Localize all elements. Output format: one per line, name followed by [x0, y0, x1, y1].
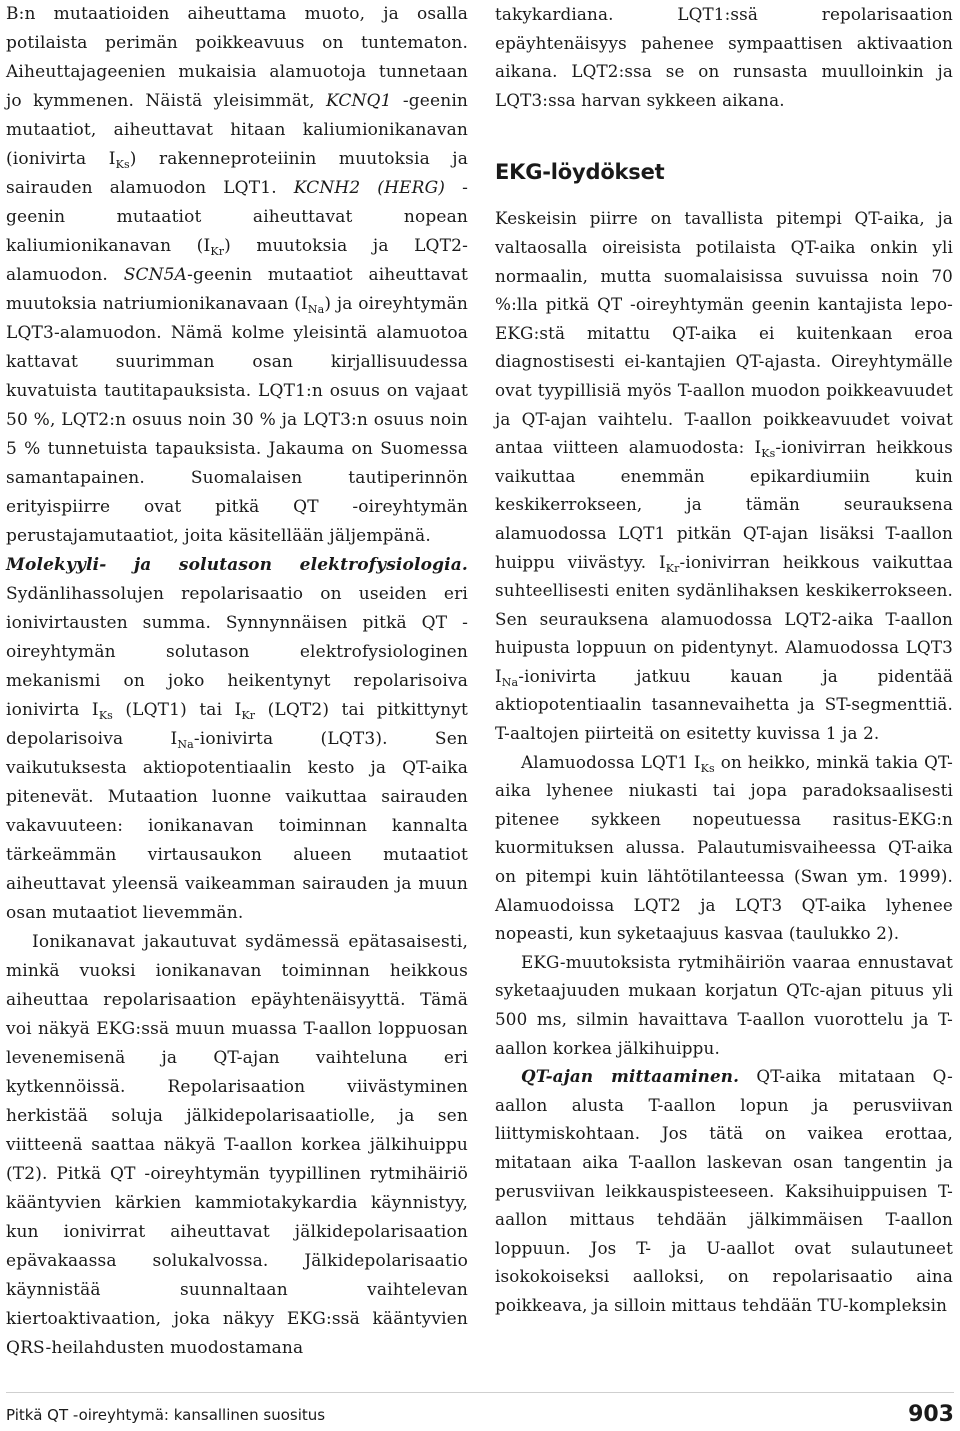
text-segment: -geenin mutaatiot aiheuttavat muutoksia natriumionikanavaan (I	[6, 265, 468, 314]
text-segment: -geenin mutaatiot, aiheuttavat hitaan kaliumionikanavan (ionivirta I	[6, 91, 469, 169]
text-segment: ) muutoksia ja LQT2-alamuodon.	[6, 236, 468, 285]
paragraph-risk: EKG-muutoksista rytmihäiriön vaaraa ennustavat syketaajuuden mukaan korjatun QTc-ajan pituus yli 500 ms, silmin havaittava T-aallon vuorottelu ja T-aallon korkea jälkihuippu.	[495, 951, 953, 1058]
text-segment: Sydänlihassolujen repolarisaatio on useiden eri ionivirtausten summa. Synnynnäisen pitkä QT -oireyhtymän solutason elektrofysiologinen mekanismi on joko heikentynyt repolarisoiva ionivirta I	[6, 584, 468, 720]
subscript-kr: Kr	[241, 709, 256, 722]
subscript-kr: Kr	[210, 245, 225, 258]
subscript-ks: Ks	[115, 158, 130, 171]
paragraph-qt-measurement	[495, 1062, 953, 1319]
text-segment: -ionivirran heikkous vaikuttaa suhteellisesti eniten sydänlihaksen keskikerrokseen. Sen seurauksena alamuodossa LQT2-aika T-aallon huipusta loppuun on pidentynyt. Alamuodossa LQT3 I	[495, 551, 953, 686]
section-heading: EKG-löydökset	[495, 160, 665, 185]
subscript-na: Na	[307, 303, 325, 316]
paragraph-lqt1	[495, 748, 953, 948]
subscript-ks: Ks	[98, 709, 113, 722]
gene-name-kcnq1: KCNQ1	[325, 91, 392, 111]
text-segment: QT-aika mitataan Q-aallon alusta T-aallon lopun ja perusviivan liittymiskohtaan. Jos tätä on vaikea erottaa, mitataan aika T-aallon laskevan osan tangentin ja perusviivan leikkauspisteeseen. Kaksihuippuisen T-aallon mittaus tehdään jälkimmäisen T-aallon loppuun. Jos T- ja U-aallot ovat sulautuneet isokokoiseksi aalloksi, on repolarisaatio aina poikkeava, ja silloin mittaus tehdään TU-kompleksin	[495, 1066, 953, 1315]
gene-name-scn5a: SCN5A	[123, 265, 188, 285]
text-segment: -ionivirta (LQT3). Sen vaikutuksesta aktiopotentiaalin kesto ja QT-aika pitenevät. Mutaation luonne vaikuttaa sairauden vakavuuteen: ionikanavan toiminnan kannalta tärkeämmän virtausaukon alueen mutaatiot aiheuttavat yleensä vaikeamman sairauden ja muun osan mutaatiot lievemmän.	[6, 729, 468, 923]
paragraph-continuation: takykardiana. LQT1:ssä repolarisaation epäyhtenäisyys pahenee sympaattisen aktivaation aikana. LQT2:ssa se on runsasta muulloinkin ja LQT3:ssa harvan sykkeen aikana.	[495, 4, 953, 110]
subscript-kr: Kr	[665, 561, 680, 575]
text-segment: Alamuodossa LQT1 I	[521, 751, 701, 772]
run-in-heading: QT-ajan mittaaminen.	[521, 1066, 740, 1087]
paragraph-ion-channels: Ionikanavat jakautuvat sydämessä epätasaisesti, minkä vuoksi ionikanavan toiminnan heikkous aiheuttaa repolarisaation epäyhtenäisyyttä. Tämä voi näkyä EKG:ssä muun muassa T-aallon loppuosan levenemisenä ja QT-ajan vaihteluna eri kytkennöissä. Repolarisaation viivästyminen herkistää soluja jälkidepolarisaatiolle, ja sen viitteenä saattaa näkyä T-aallon korkea jälkihuippu (T2). Pitkä QT -oireyhtymän tyypillinen rytmihäiriö kääntyvien kärkien kammiotakykardia käynnistyy, kun ionivirrat aiheuttavat jälkidepolarisaation epävakaassa solukalvossa. Jälkidepolarisaatio käynnistää suunnaltaan vaihtelevan kiertoaktivaation, joka näkyy EKG:ssä kääntyvien QRS-heilahdusten muodostamana	[6, 932, 468, 1358]
paragraph-electrophysiology	[6, 551, 468, 928]
text-segment: ) ja oireyhtymän LQT3-alamuodon. Nämä kolme yleisintä alamuotoa kattavat suurimman osan kirjallisuudessa kuvatuista tautitapauksista. LQT1:n osuus on vajaat 50 %, LQT2:n osuus noin 30 % ja LQT3:n osuus noin 5 % tunnetuista tapauksista. Jakauma on Suomessa samantapainen. Suomalaisen tautiperinnön erityispiirre ovat pitkä QT -oireyhtymän perustajamutaatiot, joita käsitellään jäljempänä.	[6, 294, 468, 546]
right-column	[495, 0, 953, 1320]
paragraph-ekg-findings	[495, 204, 953, 747]
text-segment: -ionivirran heikkous vaikuttaa enemmän epikardiumiin kuin keskikerrokseen, ja tämän seurauksena alamuodossa LQT1 pitkän QT-ajan lisäksi T-aallon huippu viivästyy. I	[495, 437, 953, 572]
text-segment: Keskeisin piirre on tavallista pitempi QT-aika, ja valtaosalla oireisista potilaista QT-aika onkin yli normaalin, mutta suomalaisissa suvuissa noin 70 %:lla pitkä QT -oireyhtymän geenin kantajista lepo-EKG:stä mitattu QT-aika ei kuitenkaan eroa diagnostisesti ei-kantajien QT-ajasta. Oireyhtymälle ovat tyypillisiä myös T-aallon muodon poikkeavuudet ja QT-ajan vaihtelu. T-aallon poikkeavuudet voivat antaa viitteen alamuodosta: I	[495, 208, 953, 458]
subscript-ks: Ks	[761, 447, 776, 461]
run-in-heading: Molekyyli- ja solutason elektrofysiologia.	[6, 555, 468, 575]
text-segment: B:n mutaatioiden aiheuttama muoto, ja osalla potilaista perimän poikkeavuus on tuntematon. Aiheuttajageenien mukaisia alamuotoja tunnetaan jo kymmenen. Näistä yleisimmät,	[6, 4, 468, 111]
subscript-na: Na	[177, 738, 194, 751]
text-segment: -geenin mutaatiot aiheuttavat nopean kaliumionikanavan (I	[6, 178, 469, 256]
subscript-ks: Ks	[700, 761, 715, 775]
text-segment: (LQT2) tai pitkittynyt depolarisoiva I	[6, 700, 468, 749]
subscript-na: Na	[501, 675, 519, 689]
paragraph-subtypes	[6, 0, 468, 551]
page-number: 903	[908, 1402, 954, 1427]
gene-name-kcnh2: KCNH2 (HERG)	[293, 178, 446, 198]
running-footer-title: Pitkä QT -oireyhtymä: kansallinen suositus	[6, 1406, 326, 1424]
left-column	[6, 0, 468, 1363]
text-segment: ) rakenneproteiinin muutoksia ja sairauden alamuodon LQT1.	[6, 149, 468, 198]
text-segment: on heikko, minkä takia QT-aika lyhenee niukasti tai jopa paradoksaalisesti pitenee sykkeen nopeutuessa rasitus-EKG:n kuormituksen alussa. Palautumisvaiheessa QT-aika on pitempi kuin lähtötilanteessa (Swan ym. 1999). Alamuodoissa LQT2 ja LQT3 QT-aika lyhenee nopeasti, kun syketaajuus kasvaa (taulukko 2).	[495, 751, 953, 944]
text-segment: -ionivirta jatkuu kauan ja pidentää aktiopotentiaalin tasannevaihetta ja ST-segmenttiä. T-aaltojen piirteitä on esitetty kuvissa 1 ja 2.	[495, 665, 953, 744]
footer-divider	[6, 1392, 954, 1393]
text-segment: (LQT1) tai I	[112, 700, 242, 720]
